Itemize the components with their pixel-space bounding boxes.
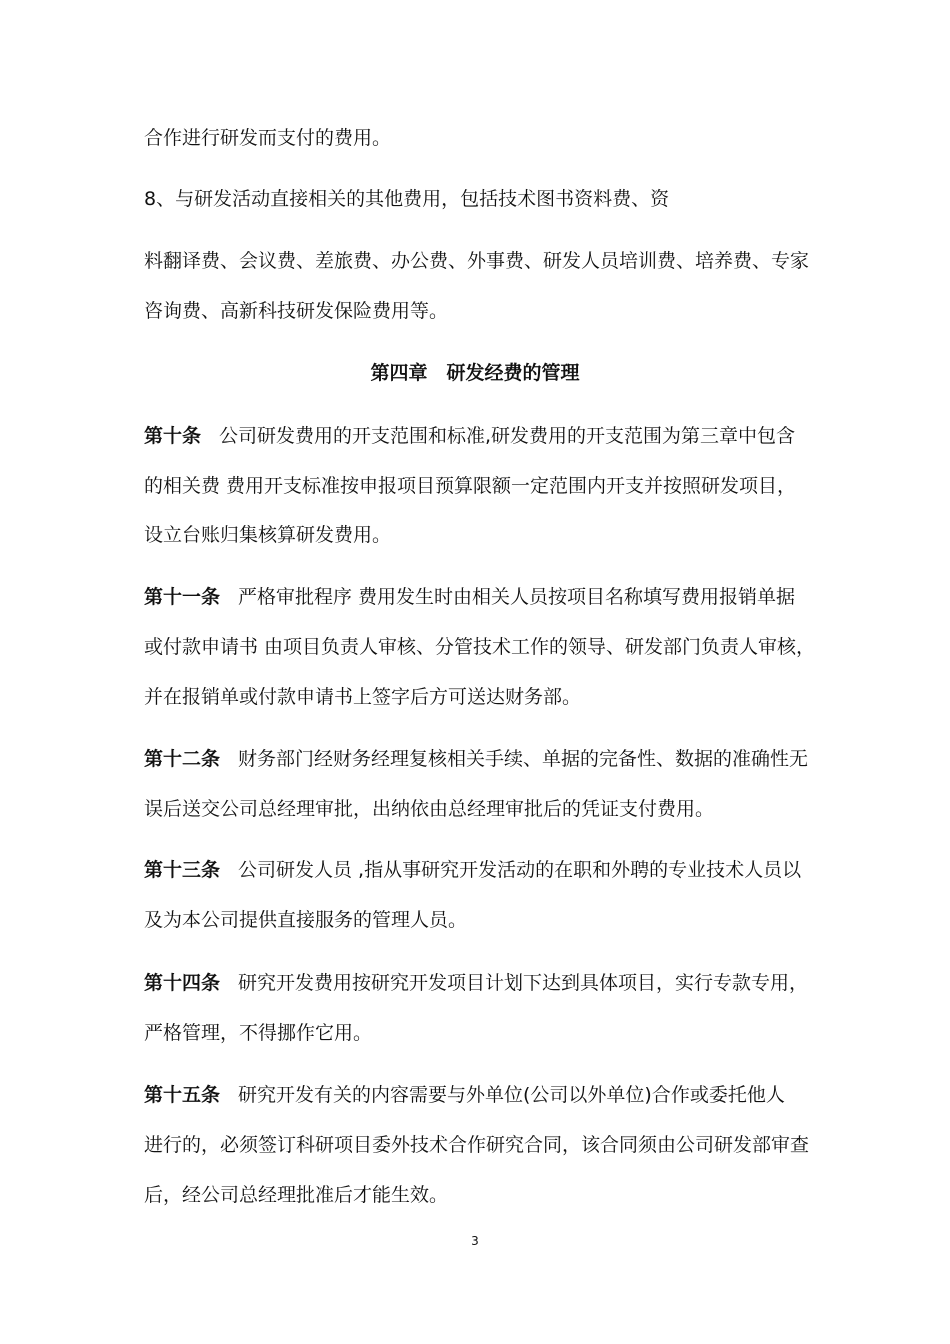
text-line: 误后送交公司总经理审批，出纳依由总经理审批后的凭证支付费用。 (144, 798, 715, 820)
article-label: 第十条 (144, 425, 202, 447)
article-text: 研究开发费用按研究开发项目计划下达到具体项目，实行专款专用， (238, 972, 809, 994)
article-13-line (144, 858, 801, 882)
article-label: 第十四条 (144, 972, 221, 994)
text-line: 咨询费、高新科技研发保险费用等。 (144, 300, 449, 322)
article-label: 第十五条 (144, 1084, 221, 1106)
article-10-line (144, 424, 795, 448)
article-15-line (144, 1083, 785, 1107)
article-label: 第十三条 (144, 859, 221, 881)
article-text: 研究开发有关的内容需要与外单位(公司以外单位)合作或委托他人 (238, 1084, 785, 1106)
article-12-line (144, 747, 808, 771)
article-text: 公司研发人员 ,指从事研究开发活动的在职和外聘的专业技术人员以 (238, 859, 802, 881)
article-14-line (144, 971, 808, 995)
text-line: 并在报销单或付款申请书上签字后方可送达财务部。 (144, 686, 582, 708)
article-label: 第十二条 (144, 748, 221, 770)
text-line: 进行的，必须签订科研项目委外技术合作研究合同，该合同须由公司研发部审查 (144, 1134, 810, 1156)
article-label: 第十一条 (144, 586, 221, 608)
text-line: 或付款申请书 由项目负责人审核、分管技术工作的领导、研发部门负责人审核， (144, 636, 816, 658)
chapter-heading: 第四章 研发经费的管理 (370, 362, 580, 384)
article-text: 公司研发费用的开支范围和标准,研发费用的开支范围为第三章中包含 (219, 425, 796, 447)
text-line: 及为本公司提供直接服务的管理人员。 (144, 909, 468, 931)
text-line: 料翻译费、会议费、差旅费、办公费、外事费、研发人员培训费、培养费、专家 (144, 250, 810, 272)
text-line: 8、与研发活动直接相关的其他费用，包括技术图书资料费、资 (144, 188, 670, 210)
text-line: 合作进行研发而支付的费用。 (144, 127, 392, 149)
text-line: 后，经公司总经理批准后才能生效。 (144, 1184, 449, 1206)
article-11-line (144, 585, 795, 609)
text-line: 设立台账归集核算研发费用。 (144, 524, 392, 546)
text-line: 的相关费 费用开支标准按申报项目预算限额一定范围内开支并按照研发项目， (144, 475, 797, 497)
article-text: 严格审批程序 费用发生时由相关人员按项目名称填写费用报销单据 (238, 586, 796, 608)
page-number: 3 (471, 1234, 479, 1248)
text-line: 严格管理，不得挪作它用。 (144, 1022, 373, 1044)
article-text: 财务部门经财务经理复核相关手续、单据的完备性、数据的准确性无 (238, 748, 809, 770)
